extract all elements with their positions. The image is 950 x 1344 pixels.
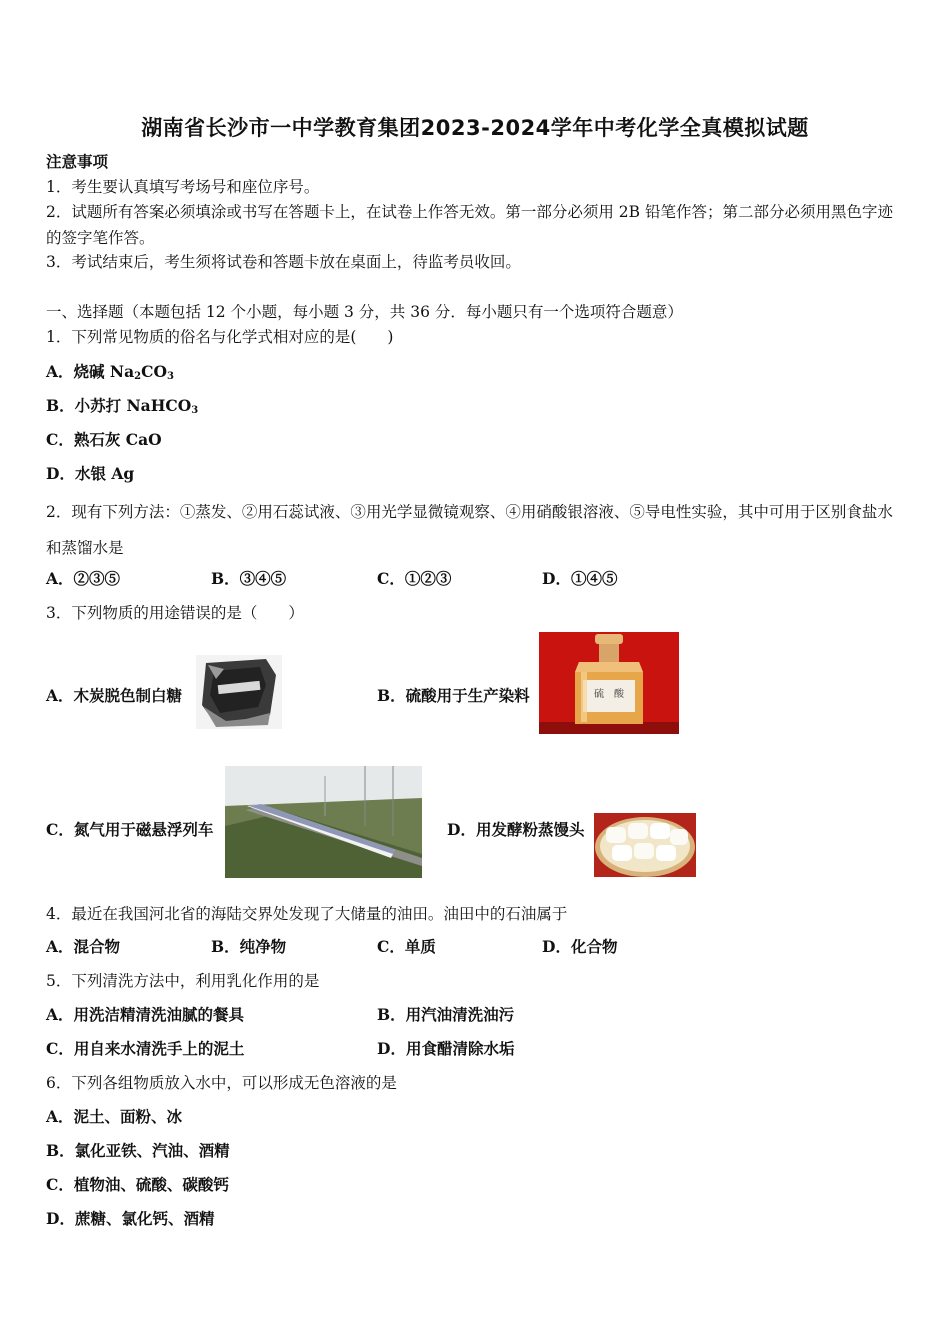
q2-option-d: D．①④⑤ — [542, 569, 618, 588]
q3-option-d: D．用发酵粉蒸馒头 — [447, 820, 585, 839]
q6-option-a: A．泥土、面粉、冰 — [46, 1107, 183, 1126]
q1-stem: 1．下列常见物质的俗名与化学式相对应的是( ) — [46, 328, 394, 346]
q4-option-c: C．单质 — [377, 937, 436, 956]
q6-option-c: C．植物油、硫酸、碳酸钙 — [46, 1175, 229, 1194]
notice-item-1: 1．考生要认真填写考场号和座位序号。 — [46, 178, 320, 196]
q2-option-a: A．②③⑤ — [46, 569, 121, 588]
notice-item-2: 2．试题所有答案必须填涂或书写在答题卡上，在试卷上作答无效。第一部分必须用 2B 铅笔作答；第二部分必须用黑色字迹的签字笔作答。 — [46, 203, 893, 247]
bottle-label-text: 硫 酸 — [594, 689, 624, 700]
q5-option-c: C．用自来水清洗手上的泥土 — [46, 1039, 245, 1058]
q4-stem: 4．最近在我国河北省的海陆交界处发现了大储量的油田。油田中的石油属于 — [46, 905, 568, 923]
q1-option-d: D．水银 Ag — [46, 464, 135, 483]
q2-option-b: B．③④⑤ — [211, 569, 287, 588]
charcoal-bag-image — [196, 655, 282, 729]
q4-option-b: B．纯净物 — [211, 937, 287, 956]
q6-option-d: D．蔗糖、氯化钙、酒精 — [46, 1209, 215, 1228]
q1-option-c: C．熟石灰 CaO — [46, 430, 162, 449]
q3-option-a: A．木炭脱色制白糖 — [46, 686, 183, 705]
q2-option-c: C．①②③ — [377, 569, 452, 588]
q1-option-a: A．烧碱 $Na_2CO_3$ — [46, 362, 174, 382]
q5-stem: 5．下列清洗方法中，利用乳化作用的是 — [46, 972, 320, 990]
q6-option-b: B．氯化亚铁、汽油、酒精 — [46, 1141, 230, 1160]
q2-stem: 2．现有下列方法：①蒸发、②用石蕊试液、③用光学显微镜观察、④用硝酸银溶液、⑤导电性实验，其中可用于区别食盐水和蒸馏水是 — [46, 503, 893, 557]
page-title: 湖南省长沙市一中学教育集团2023-2024学年中考化学全真模拟试题 — [141, 116, 809, 140]
q3-stem: 3．下列物质的用途错误的是（ ） — [46, 604, 304, 622]
q6-stem: 6．下列各组物质放入水中，可以形成无色溶液的是 — [46, 1074, 397, 1092]
sulfuric-acid-bottle-image — [539, 632, 679, 734]
q3-option-b: B．硫酸用于生产染料 — [377, 686, 530, 705]
steamed-buns-image — [594, 813, 696, 877]
q4-option-a: A．混合物 — [46, 937, 121, 956]
notice-heading: 注意事项 — [46, 152, 109, 171]
q1-option-b: B．小苏打 NaHCO$_3$ — [46, 396, 199, 416]
q4-option-d: D．化合物 — [542, 937, 618, 956]
maglev-train-image — [225, 766, 422, 878]
q5-option-b: B．用汽油清洗油污 — [377, 1005, 515, 1024]
section-heading: 一、选择题（本题包括 12 个小题，每小题 3 分，共 36 分．每小题只有一个选项符合题意） — [46, 303, 683, 321]
notice-item-3: 3．考试结束后，考生须将试卷和答题卡放在桌面上，待监考员收回。 — [46, 253, 521, 271]
q5-option-a: A．用洗洁精清洗油腻的餐具 — [46, 1005, 245, 1024]
q3-option-c: C．氮气用于磁悬浮列车 — [46, 820, 214, 839]
q5-option-d: D．用食醋清除水垢 — [377, 1039, 515, 1058]
